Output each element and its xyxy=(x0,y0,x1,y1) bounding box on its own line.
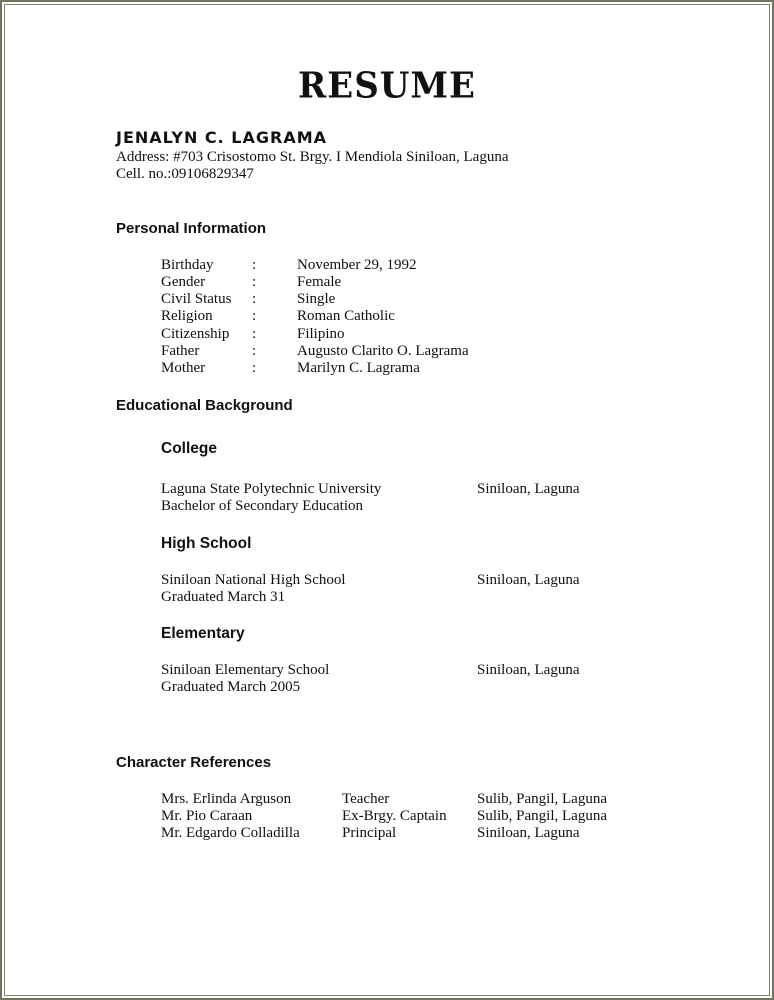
education-entry xyxy=(0,662,774,680)
reference-position: Ex-Brgy. Captain xyxy=(342,808,447,824)
education-detail: Bachelor of Secondary Education xyxy=(161,498,364,514)
field-value: Single xyxy=(297,291,336,307)
separator: : xyxy=(252,343,257,359)
personal-info-row xyxy=(0,326,774,344)
separator: : xyxy=(252,326,257,342)
applicant-name: JENALYN C. LAGRAMA xyxy=(116,128,328,147)
section-heading-character-references: Character References xyxy=(116,754,272,771)
separator: : xyxy=(252,360,257,376)
field-value: Filipino xyxy=(297,326,345,342)
school-location: Siniloan, Laguna xyxy=(477,481,580,497)
personal-info-row xyxy=(0,257,774,275)
field-value: Augusto Clarito O. Lagrama xyxy=(297,343,469,359)
reference-row xyxy=(0,791,774,809)
reference-address: Siniloan, Laguna xyxy=(477,825,580,841)
education-detail: Graduated March 2005 xyxy=(161,679,301,695)
field-value: Marilyn C. Lagrama xyxy=(297,360,420,376)
field-label: Birthday xyxy=(161,257,214,273)
field-label: Father xyxy=(161,343,200,359)
field-value: Female xyxy=(297,274,342,290)
education-entry xyxy=(0,481,774,499)
field-label: Mother xyxy=(161,360,206,376)
school-location: Siniloan, Laguna xyxy=(477,662,580,678)
reference-name: Mr. Pio Caraan xyxy=(161,808,253,824)
education-level-elementary: Elementary xyxy=(161,625,245,642)
field-label: Civil Status xyxy=(161,291,232,307)
personal-info-row xyxy=(0,274,774,292)
reference-address: Sulib, Pangil, Laguna xyxy=(477,791,607,807)
field-label: Citizenship xyxy=(161,326,230,342)
personal-info-row xyxy=(0,291,774,309)
cell-number: Cell. no.:09106829347 xyxy=(116,166,254,182)
personal-info-row xyxy=(0,308,774,326)
section-heading-educational-background: Educational Background xyxy=(116,397,293,414)
reference-position: Principal xyxy=(342,825,397,841)
field-label: Religion xyxy=(161,308,213,324)
education-level-high-school: High School xyxy=(161,535,252,552)
reference-position: Teacher xyxy=(342,791,390,807)
education-entry xyxy=(0,572,774,590)
section-heading-personal-information: Personal Information xyxy=(116,220,267,237)
reference-row xyxy=(0,825,774,843)
reference-row xyxy=(0,808,774,826)
document-title: RESUME xyxy=(298,65,476,107)
school-location: Siniloan, Laguna xyxy=(477,572,580,588)
personal-info-row xyxy=(0,360,774,378)
address-line: Address: #703 Crisostomo St. Brgy. I Mendiola Siniloan, Laguna xyxy=(116,149,509,165)
separator: : xyxy=(252,257,257,273)
field-value: November 29, 1992 xyxy=(297,257,417,273)
school-name: Siniloan National High School xyxy=(161,572,346,588)
field-label: Gender xyxy=(161,274,206,290)
reference-name: Mr. Edgardo Colladilla xyxy=(161,825,300,841)
education-detail: Graduated March 31 xyxy=(161,589,286,605)
field-value: Roman Catholic xyxy=(297,308,395,324)
school-name: Laguna State Polytechnic University xyxy=(161,481,382,497)
reference-address: Sulib, Pangil, Laguna xyxy=(477,808,607,824)
separator: : xyxy=(252,274,257,290)
separator: : xyxy=(252,291,257,307)
reference-name: Mrs. Erlinda Arguson xyxy=(161,791,292,807)
personal-info-row xyxy=(0,343,774,361)
education-level-college: College xyxy=(161,440,217,457)
school-name: Siniloan Elementary School xyxy=(161,662,330,678)
separator: : xyxy=(252,308,257,324)
